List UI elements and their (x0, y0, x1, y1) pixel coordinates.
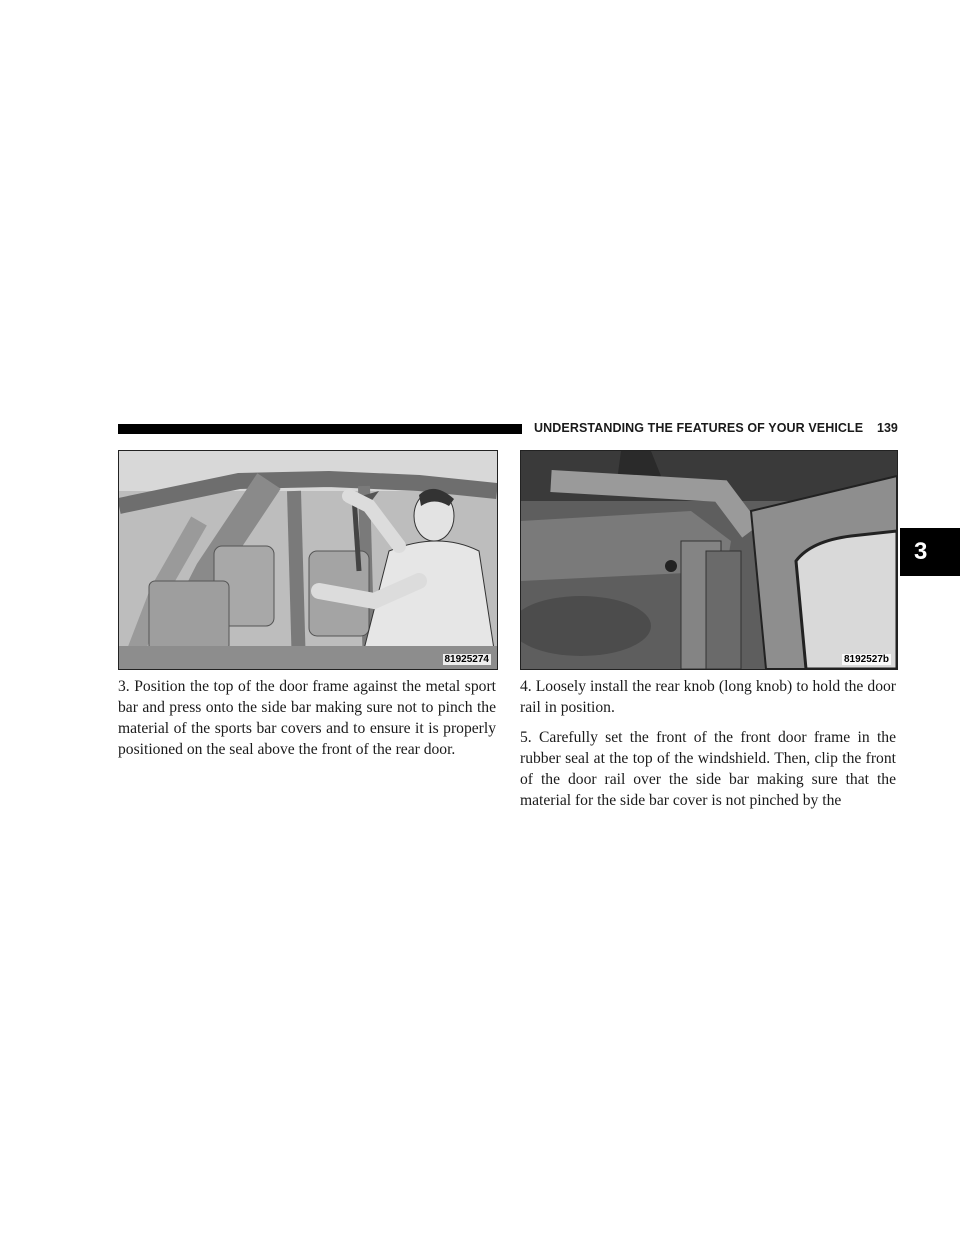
figure-code: 81925274 (444, 654, 489, 665)
page-number: 139 (877, 421, 898, 435)
door-rail-drawing (521, 451, 897, 669)
door-frame-installation-illustration (118, 450, 498, 670)
step-3-paragraph: 3. Position the top of the door frame against the metal sport bar and press onto the side bar making sure not to pinch the material of the sports bar covers and to ensure it is properly positioned on the seal above the front of the rear door. (118, 678, 496, 758)
section-title: UNDERSTANDING THE FEATURES OF YOUR VEHICLE (534, 421, 864, 435)
right-column-text (520, 676, 896, 820)
left-column-text (118, 676, 496, 769)
vehicle-interior-drawing (119, 451, 497, 669)
header-rule (118, 424, 522, 434)
door-rail-closeup-illustration (520, 450, 898, 670)
chapter-tab[interactable]: 3 (900, 528, 960, 576)
figure-code: 8192527b (843, 654, 889, 665)
step-4-paragraph: 4. Loosely install the rear knob (long knob) to hold the door rail in position. (520, 678, 896, 716)
step-5-paragraph: 5. Carefully set the front of the front door frame in the rubber seal at the top of the windshield. Then, clip the front of the door rail over the side bar making sure that the material for the side bar cover is not pinched by the (520, 729, 896, 809)
